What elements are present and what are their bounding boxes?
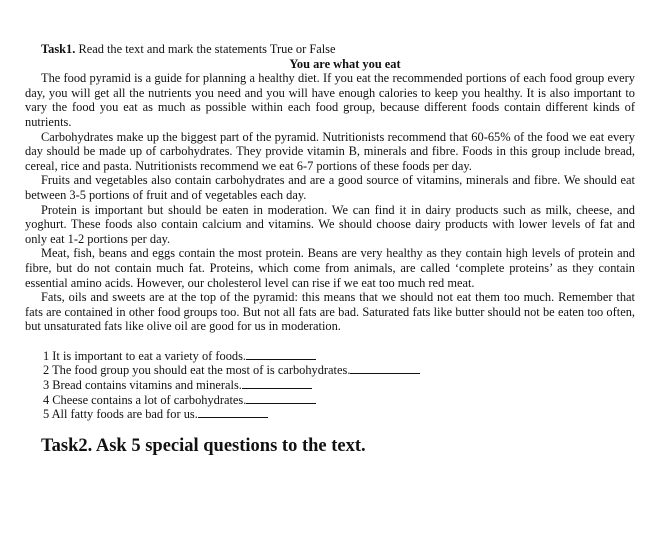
statement-text: 3 Bread contains vitamins and minerals. [43, 378, 242, 393]
statement-text: 2 The food group you should eat the most of is carbohydrates. [43, 363, 351, 378]
task1-label: Task1. [41, 42, 76, 56]
statement-4 [43, 392, 635, 407]
statement-1 [43, 348, 635, 363]
task2-heading: Task2. Ask 5 special questions to the text. [41, 435, 366, 456]
answer-blank[interactable] [242, 377, 312, 389]
answer-blank[interactable] [350, 362, 420, 374]
statement-3 [43, 377, 635, 392]
paragraph-carbohydrates: Carbohydrates make up the biggest part of the pyramid. Nutritionists recommend that 60-65% of the food we eat every day should be made up of carbohydrates. They provide vitamin B, minerals and fibre. Foods in this group include bread, cereal, rice and pasta. Nutritionists recommend we eat 6-7 portions of these foods per day. [25, 129, 635, 173]
statement-5 [43, 406, 635, 421]
statement-2 [43, 362, 635, 377]
paragraph-meat-fish: Meat, fish, beans and eggs contain the most protein. Beans are very healthy as they contain high levels of protein and fibre, but do not contain much fat. Proteins, which come from animals, are called ‘complete proteins’ as they contain essential amino acids. However, our cholesterol level can rise if we eat too much red meat. [25, 246, 635, 290]
answer-blank[interactable] [198, 406, 268, 418]
text-title: You are what you eat [289, 56, 401, 71]
paragraph-fats: Fats, oils and sweets are at the top of the pyramid: this means that we should not eat them too much. Remember that fats are contained in other food groups too. But not all fats are bad. Saturated fats like butter should not be eaten too often, but unsaturated fats like olive oil are good for us in moderation. [25, 290, 635, 334]
task1-heading [41, 42, 635, 57]
statements-list [43, 348, 635, 421]
answer-blank[interactable] [246, 348, 316, 360]
statement-text: 5 All fatty foods are bad for us. [43, 407, 198, 422]
task1-instruction: Read the text and mark the statements True or False [78, 42, 336, 56]
paragraph-intro: The food pyramid is a guide for planning a healthy diet. If you eat the recommended portions of each food group every day, you will get all the nutrients you need and you will have enough calories to keep you healthy. It is also important to vary the food you eat as much as possible within each food group, because different foods contain different kinds of nutrients. [25, 71, 635, 129]
statement-text: 4 Cheese contains a lot of carbohydrates. [43, 392, 247, 407]
answer-blank[interactable] [246, 392, 316, 404]
worksheet [25, 42, 635, 457]
paragraph-protein-dairy: Protein is important but should be eaten in moderation. We can find it in dairy products such as milk, cheese, and yoghurt. These foods also contain calcium and vitamins. We should choose dairy products with lower levels of fat and only eat 1-2 portions per day. [25, 202, 635, 246]
statement-text: 1 It is important to eat a variety of foods. [43, 348, 247, 363]
paragraph-fruits-vegetables: Fruits and vegetables also contain carbohydrates and are a good source of vitamins, minerals and fibre. We should eat between 3-5 portions of fruit and of vegetables each day. [25, 173, 635, 202]
